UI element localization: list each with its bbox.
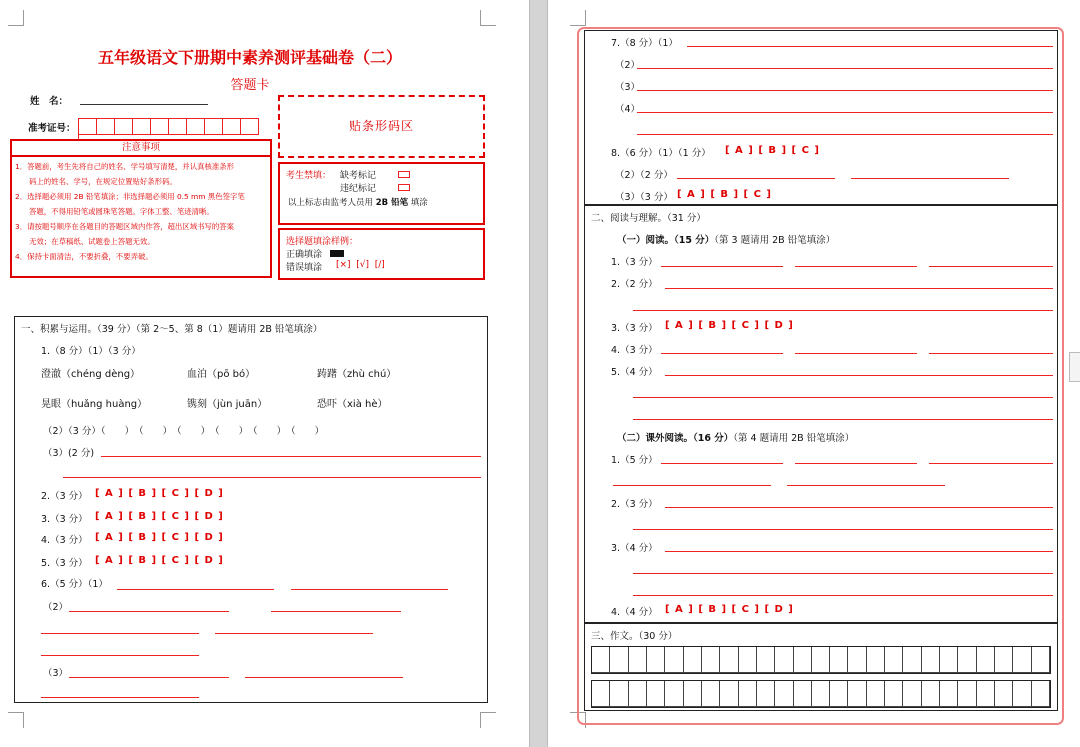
r1-q2-label: 2.（2 分） [611, 279, 658, 290]
q6-label: 6.（5 分）（1） [41, 579, 108, 590]
r1-q4-label: 4.（3 分） [611, 345, 658, 356]
section1-title: 一、积累与运用。（39 分）（第 2～5、第 8（1）题请用 2B 铅笔填涂） [21, 324, 323, 335]
answer-line[interactable] [633, 529, 1053, 530]
q8-label: 8.（6 分）（1）（1 分） [611, 148, 711, 159]
page-left [0, 0, 529, 747]
answer-line[interactable] [661, 353, 783, 354]
mc-label: 2.（3 分） [41, 491, 88, 502]
pinyin-item: 恐吓（xià hè） [317, 399, 388, 410]
crop-mark [480, 712, 496, 728]
proctor-box [278, 162, 485, 225]
answer-line[interactable] [69, 611, 229, 612]
answer-line[interactable] [687, 46, 1053, 47]
answer-line[interactable] [795, 353, 917, 354]
r2-q4-label: 4.（4 分） [611, 607, 658, 618]
notice-title: 注意事项 [12, 141, 270, 157]
answer-line[interactable] [613, 485, 771, 486]
reading1-heading: （一）阅读。（15 分）（第 3 题请用 2B 铅笔填涂） [617, 235, 836, 246]
section2-title: 二、阅读与理解。（31 分） [591, 213, 706, 224]
reading2-heading: （二）课外阅读。（16 分）（第 4 题请用 2B 铅笔填涂） [617, 433, 855, 444]
answer-line[interactable] [929, 353, 1053, 354]
answer-line[interactable] [637, 68, 1053, 69]
answer-line[interactable] [929, 463, 1053, 464]
mc-options[interactable]: [ A ] [ B ] [ C ] [ D ] [95, 488, 224, 499]
violation-mark-box[interactable] [398, 184, 410, 191]
answer-line[interactable] [677, 178, 835, 179]
sample-box [278, 228, 485, 280]
barcode-area [278, 95, 485, 158]
missing-mark-box[interactable] [398, 171, 410, 178]
notice-line: 4．保持卡面清洁，不要折叠，不要弄破。 [15, 252, 153, 261]
mc-label: 5.（3 分） [41, 558, 88, 569]
exam-title: 五年级语文下册期中素养测评基础卷（二） [97, 48, 402, 67]
q8-3-options[interactable]: [ A ] [ B ] [ C ] [677, 189, 772, 200]
wrong-label: 错误填涂 [286, 263, 323, 273]
answer-line[interactable] [661, 463, 783, 464]
name-label: 姓 名： [30, 96, 69, 107]
q8-2-label: （2）（2 分） [615, 170, 673, 181]
r2-q4-options[interactable]: [ A ] [ B ] [ C ] [ D ] [665, 604, 794, 615]
answer-line[interactable] [665, 551, 1053, 552]
answer-line[interactable] [795, 463, 917, 464]
id-label: 准考证号： [28, 123, 76, 134]
answer-line[interactable] [41, 633, 199, 634]
sample-title: 选择题填涂样例： [286, 237, 359, 247]
notice-box [10, 139, 272, 278]
r1-q3-options[interactable]: [ A ] [ B ] [ C ] [ D ] [665, 320, 794, 331]
answer-line[interactable] [41, 697, 199, 698]
crop-mark [8, 712, 24, 728]
page-side-tab[interactable] [1069, 352, 1080, 382]
answer-line[interactable] [271, 611, 401, 612]
r2-q1-label: 1.（5 分） [611, 455, 658, 466]
crop-mark [480, 10, 496, 26]
essay-grid-row[interactable] [591, 680, 1051, 708]
answer-line[interactable] [633, 419, 1053, 420]
mc-options[interactable]: [ A ] [ B ] [ C ] [ D ] [95, 532, 224, 543]
notice-line: 2．选择题必须用 2B 铅笔填涂；非选择题必须用 0.5 mm 黑色签字笔 [15, 192, 245, 201]
crop-mark [8, 10, 24, 26]
q7-q8-box [584, 30, 1058, 205]
answer-line[interactable] [63, 477, 481, 478]
answer-line[interactable] [665, 507, 1053, 508]
r1-q5-label: 5.（4 分） [611, 367, 658, 378]
q1-2: （2）（3 分）（ ） （ ） （ ） （ ） （ ） （ ） [43, 426, 325, 437]
pinyin-item: 澄澈（chéng dèng） [41, 369, 141, 380]
answer-line[interactable] [633, 397, 1053, 398]
answer-line[interactable] [637, 134, 1053, 135]
correct-label: 正确填涂 [286, 250, 323, 260]
answer-line[interactable] [291, 589, 448, 590]
q6-3: （3） [43, 668, 69, 679]
page-right [548, 0, 1080, 747]
q8-3-label: （3）（3 分） [615, 192, 673, 203]
proctor-note: 以上标志由监考人员用 2B 铅笔 填涂 [288, 198, 428, 208]
notice-line: 码上的姓名、学号，在规定位置贴好条形码。 [29, 177, 177, 186]
answer-line[interactable] [795, 266, 917, 267]
q1-3: （3）(2 分) [43, 448, 95, 459]
correct-fill-sample [330, 250, 344, 257]
notice-line: 1．答题前，考生先将自己的姓名、学号填写清楚，并认真核准条形 [15, 162, 235, 171]
q7-sub: （2） [615, 60, 641, 71]
mc-options[interactable]: [ A ] [ B ] [ C ] [ D ] [95, 555, 224, 566]
answer-card-subtitle: 答题卡 [230, 78, 270, 93]
r1-q1-label: 1.（3 分） [611, 257, 658, 268]
q8-options[interactable]: [ A ] [ B ] [ C ] [725, 145, 820, 156]
pinyin-item: 血泊（pō bó） [187, 369, 256, 380]
forbidden-title: 考生禁填： [286, 171, 332, 181]
page-gap [529, 0, 548, 747]
notice-line: 答题，不得用铅笔或圆珠笔答题。字体工整、笔迹清晰。 [29, 207, 214, 216]
essay-grid-row[interactable] [591, 646, 1051, 674]
answer-line[interactable] [101, 456, 481, 457]
barcode-label: 贴条形码区 [348, 119, 414, 133]
r1-q3-label: 3.（3 分） [611, 323, 658, 334]
name-field[interactable] [80, 104, 208, 105]
answer-line[interactable] [41, 655, 199, 656]
section2-box [584, 205, 1058, 623]
notice-line: 3．请按题号顺序在各题目的答题区域内作答，超出区域书写的答案 [15, 222, 235, 231]
answer-line[interactable] [633, 573, 1053, 574]
section1-box [14, 316, 488, 703]
answer-line[interactable] [665, 288, 1053, 289]
pinyin-item: 踌躇（zhù chú） [317, 369, 397, 380]
q6-2: （2） [43, 602, 69, 613]
q7-label: 7.（8 分）（1） [611, 38, 678, 49]
q7-sub: （3） [615, 82, 641, 93]
pinyin-item: 镌刻（jùn juān） [187, 399, 268, 410]
answer-line[interactable] [787, 485, 945, 486]
answer-line[interactable] [633, 595, 1053, 596]
mc-label: 3.（3 分） [41, 514, 88, 525]
answer-line[interactable] [851, 178, 1009, 179]
missing-mark-label: 缺考标记 [340, 171, 377, 181]
q7-sub: （4） [615, 104, 641, 115]
answer-line[interactable] [117, 589, 274, 590]
answer-line[interactable] [633, 310, 1053, 311]
answer-line[interactable] [661, 266, 783, 267]
r2-q3-label: 3.（4 分） [611, 543, 658, 554]
answer-line[interactable] [929, 266, 1053, 267]
wrong-marks: [×] [√] [/] [336, 260, 385, 270]
pinyin-item: 晃眼（huǎng huàng） [41, 399, 148, 410]
mc-label: 4.（3 分） [41, 535, 88, 546]
q1-label: 1.（8 分）（1）（3 分） [41, 346, 141, 357]
answer-line[interactable] [215, 633, 373, 634]
id-number-boxes[interactable] [78, 118, 259, 139]
answer-line[interactable] [637, 90, 1053, 91]
crop-mark [570, 10, 586, 26]
violation-mark-label: 违纪标记 [340, 184, 377, 194]
r2-q2-label: 2.（3 分） [611, 499, 658, 510]
section3-box [584, 623, 1058, 711]
mc-options[interactable]: [ A ] [ B ] [ C ] [ D ] [95, 511, 224, 522]
answer-line[interactable] [245, 677, 403, 678]
notice-line: 无效；在草稿纸、试题卷上答题无效。 [29, 237, 155, 246]
answer-line[interactable] [665, 375, 1053, 376]
answer-line[interactable] [69, 677, 229, 678]
answer-line[interactable] [637, 112, 1053, 113]
section3-title: 三、作文。（30 分） [591, 631, 678, 642]
